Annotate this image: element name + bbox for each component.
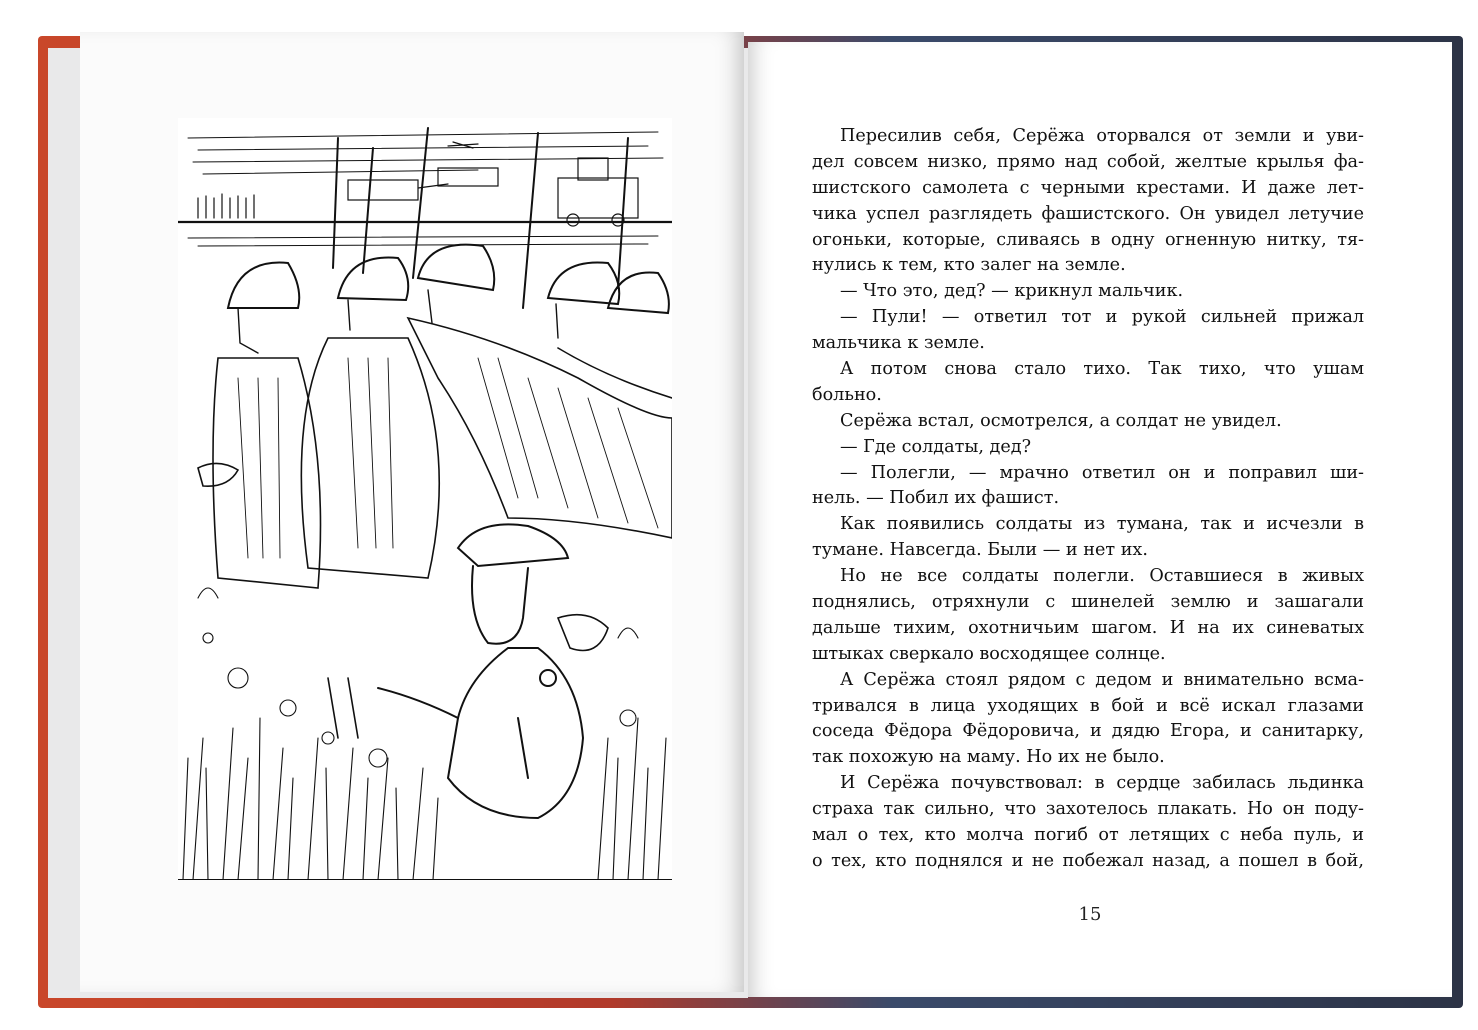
text-line: А Серёжа стоял рядом с дедом и внимательно всма-: [840, 669, 1364, 690]
text-line: Как появились солдаты из тумана, так и исчезли в: [840, 514, 1364, 535]
text-line: тумане. Навсегда. Были — и нет их.: [812, 540, 1148, 561]
text-line: — Пули! — ответил тот и рукой сильней прижал: [840, 307, 1364, 328]
text-line: А потом снова стало тихо. Так тихо, что ушам: [840, 359, 1364, 380]
text-line: больно.: [812, 384, 882, 405]
text-line: дел совсем низко, прямо над собой, желтые крылья фа-: [812, 151, 1364, 172]
text-line: — Где солдаты, дед?: [840, 436, 1032, 457]
text-line: страха так сильно, что захотелось плакать. Но он поду-: [812, 799, 1364, 820]
text-line: так похожую на маму. Но их не было.: [812, 747, 1165, 768]
text-line: — Полегли, — мрачно ответил он и поправил ши-: [840, 462, 1364, 483]
text-line: — Что это, дед? — крикнул мальчик.: [840, 281, 1184, 302]
text-line: нулись к тем, кто залег на земле.: [812, 255, 1126, 276]
text-line: о тех, кто поднялся и не побежал назад, а пошел в бой,: [812, 850, 1364, 871]
text-line: чика успел разглядеть фашистского. Он увидел летучие: [812, 203, 1364, 224]
page-number: 15: [1078, 904, 1102, 925]
text-line: мальчика к земле.: [812, 333, 985, 354]
text-line: поднялись, отряхнули с шинелей землю и зашагали: [812, 592, 1364, 613]
text-line: Пересилив себя, Серёжа оторвался от земли и уви-: [840, 126, 1364, 146]
text-line: соседа Фёдора Фёдоровича, и дядю Егора, и санитарку,: [812, 721, 1364, 742]
page-text: [812, 124, 1364, 875]
text-line: И Серёжа почувствовал: в сердце забилась льдинка: [840, 773, 1364, 794]
illustration-soldiers-and-boy: [178, 118, 672, 880]
text-line: Серёжа встал, осмотрелся, а солдат не увидел.: [840, 410, 1282, 431]
text-line: мал о тех, кто молча погиб от летящих с неба пуль, и: [812, 825, 1364, 846]
text-line: шистского самолета с черными крестами. И даже лет-: [812, 177, 1364, 198]
text-line: дальше тихим, охотничьим шагом. И на их синеватых: [812, 617, 1364, 638]
text-line: Но не все солдаты полегли. Оставшиеся в живых: [840, 566, 1364, 587]
text-line: огоньки, которые, сливаясь в одну огненную нитку, тя-: [812, 229, 1364, 250]
text-line: штыках сверкало восходящее солнце.: [812, 643, 1166, 664]
text-line: тривался в лица уходящих в бой и всё искал глазами: [812, 695, 1364, 716]
text-line: нель. — Побил их фашист.: [812, 488, 1060, 509]
